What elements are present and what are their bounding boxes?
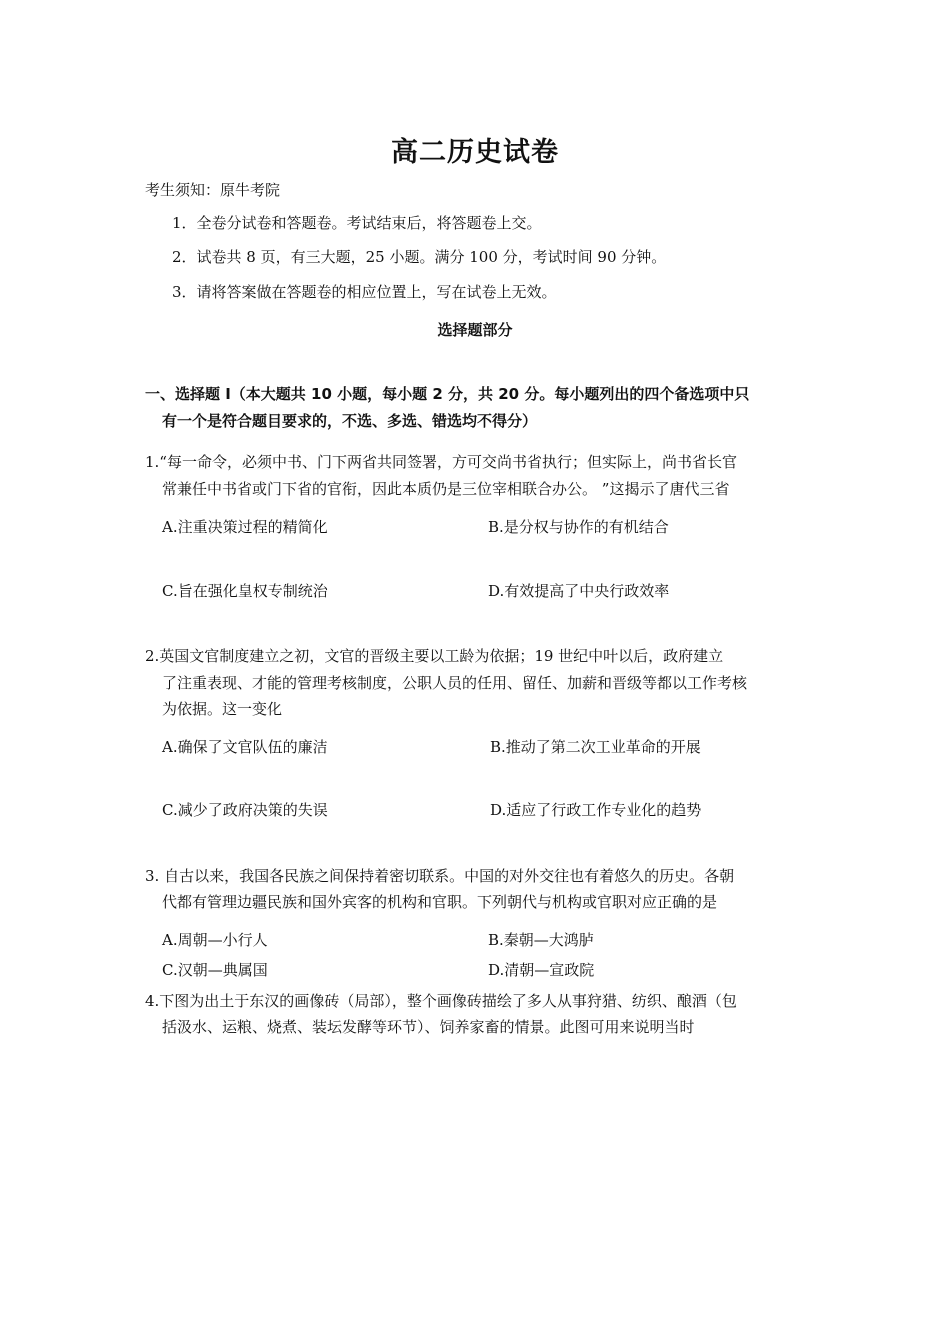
question-stem: 了注重表现、才能的管理考核制度，公职人员的任用、留任、加薪和晋级等都以工作考核 — [162, 674, 748, 692]
option-c: C.汉朝—典属国 — [162, 961, 268, 979]
part-heading: 有一个是符合题目要求的，不选、多选、错选均不得分） — [162, 412, 538, 430]
question-stem: 3. 自古以来，我国各民族之间保持着密切联系。中国的对外交往也有着悠久的历史。各朝 — [145, 867, 735, 885]
option-b: B.秦朝—大鸿胪 — [488, 931, 594, 949]
option-b: B.是分权与协作的有机结合 — [488, 518, 669, 536]
option-d: D.清朝—宣政院 — [488, 961, 595, 979]
option-c: C.旨在强化皇权专制统治 — [162, 582, 328, 600]
option-d: D.适应了行政工作专业化的趋势 — [490, 801, 702, 819]
question-stem: 1.“每一命令，必须中书、门下两省共同签署，方可交尚书省执行；但实际上，尚书省长官 — [145, 453, 737, 471]
question-stem: 括汲水、运粮、烧煮、装坛发酵等环节）、饲养家畜的情景。此图可用来说明当时 — [162, 1018, 695, 1036]
notice-label: 考生须知：原牛考院 — [145, 181, 281, 199]
option-d: D.有效提高了中央行政效率 — [488, 582, 670, 600]
notice-item: 2．试卷共 8 页，有三大题，25 小题。满分 100 分，考试时间 90 分钟。 — [172, 248, 667, 266]
section-title: 选择题部分 — [437, 321, 513, 339]
notice-item: 1．全卷分试卷和答题卷。考试结束后，将答题卷上交。 — [172, 214, 542, 232]
option-a: A.确保了文官队伍的廉洁 — [162, 738, 328, 756]
page-title: 高二历史试卷 — [391, 137, 559, 168]
option-c: C.减少了政府决策的失误 — [162, 801, 328, 819]
part-heading: 一、选择题 Ⅰ（本大题共 10 小题，每小题 2 分，共 20 分。每小题列出的四个备选项中只 — [145, 385, 750, 403]
question-stem: 代都有管理边疆民族和国外宾客的机构和官职。下列朝代与机构或官职对应正确的是 — [162, 893, 718, 911]
question-stem: 2.英国文官制度建立之初，文官的晋级主要以工龄为依据；19 世纪中叶以后，政府建立 — [145, 647, 724, 665]
option-a: A.注重决策过程的精简化 — [162, 518, 328, 536]
question-stem: 常兼任中书省或门下省的官衔，因此本质仍是三位宰相联合办公。 ”这揭示了唐代三省 — [162, 480, 730, 498]
option-a: A.周朝—小行人 — [162, 931, 268, 949]
question-stem: 4.下图为出土于东汉的画像砖（局部），整个画像砖描绘了多人从事狩猎、纺织、酿酒（包 — [145, 992, 737, 1010]
option-b: B.推动了第二次工业革命的开展 — [490, 738, 701, 756]
notice-item: 3．请将答案做在答题卷的相应位置上，写在试卷上无效。 — [172, 283, 557, 301]
question-stem: 为依据。这一变化 — [162, 700, 283, 718]
